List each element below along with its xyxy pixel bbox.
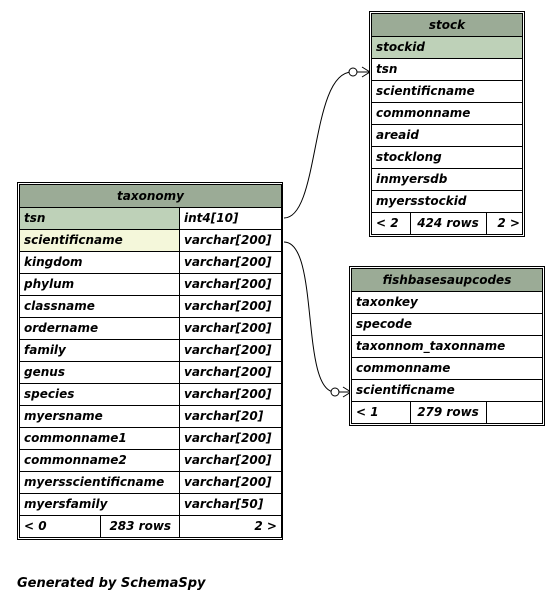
taxonomy-table[interactable] <box>17 182 283 540</box>
column-name[interactable]: tsn <box>20 208 180 230</box>
relationship-taxonomy-scientificname-to-fishbase <box>284 242 350 392</box>
column-type: varchar[200] <box>180 472 282 494</box>
column-name[interactable]: ordername <box>20 318 180 340</box>
column-type: varchar[200] <box>180 450 282 472</box>
table-row[interactable] <box>20 362 282 384</box>
table-row[interactable] <box>372 147 523 169</box>
footer-left-cell <box>20 516 180 538</box>
column-name[interactable]: phylum <box>20 274 180 296</box>
table-row[interactable] <box>20 472 282 494</box>
column-type: varchar[20] <box>180 406 282 428</box>
relationship-end-circle-fishbase <box>331 388 339 396</box>
row-count: 424 rows <box>410 213 486 234</box>
table-row[interactable] <box>20 230 282 252</box>
column-name[interactable]: areaid <box>372 125 523 147</box>
column-name[interactable]: commonname <box>372 103 523 125</box>
column-name[interactable]: tsn <box>372 59 523 81</box>
table-row[interactable] <box>352 358 543 380</box>
column-name[interactable]: taxonkey <box>352 292 543 314</box>
column-name[interactable]: family <box>20 340 180 362</box>
table-footer-row <box>352 402 543 424</box>
column-name[interactable]: commonname2 <box>20 450 180 472</box>
column-name[interactable]: kingdom <box>20 252 180 274</box>
relationship-taxonomy-tsn-to-stock-tsn <box>284 72 372 218</box>
parents-link[interactable]: < 0 <box>20 516 100 537</box>
column-type: int4[10] <box>180 208 282 230</box>
footer-cell <box>352 402 543 424</box>
table-row[interactable] <box>20 340 282 362</box>
column-type: varchar[200] <box>180 384 282 406</box>
table-row[interactable] <box>20 296 282 318</box>
table-row[interactable] <box>352 314 543 336</box>
column-type: varchar[200] <box>180 252 282 274</box>
column-type: varchar[200] <box>180 318 282 340</box>
table-row[interactable] <box>352 292 543 314</box>
footer-cell <box>372 213 523 235</box>
fishbasesaupcodes-title[interactable]: fishbasesaupcodes <box>352 269 543 292</box>
table-row[interactable] <box>372 37 523 59</box>
table-footer-row <box>372 213 523 235</box>
table-row[interactable] <box>372 103 523 125</box>
column-name[interactable]: scientificname <box>372 81 523 103</box>
children-link[interactable] <box>486 402 543 423</box>
table-row[interactable] <box>372 81 523 103</box>
fishbasesaupcodes-table[interactable] <box>349 266 545 426</box>
table-row[interactable] <box>352 380 543 402</box>
table-row[interactable] <box>20 208 282 230</box>
table-footer-row <box>20 516 282 538</box>
relationship-end-circle-stock <box>349 68 357 76</box>
table-row[interactable] <box>372 125 523 147</box>
column-type: varchar[200] <box>180 274 282 296</box>
column-name[interactable]: classname <box>20 296 180 318</box>
column-name[interactable]: stocklong <box>372 147 523 169</box>
table-row[interactable] <box>372 191 523 213</box>
column-name[interactable]: myersname <box>20 406 180 428</box>
column-type: varchar[200] <box>180 362 282 384</box>
table-row[interactable] <box>20 450 282 472</box>
column-type: varchar[200] <box>180 428 282 450</box>
table-row[interactable] <box>20 494 282 516</box>
column-name[interactable]: commonname1 <box>20 428 180 450</box>
column-name[interactable]: myersfamily <box>20 494 180 516</box>
column-name[interactable]: commonname <box>352 358 543 380</box>
stock-title[interactable]: stock <box>372 14 523 37</box>
stock-table[interactable] <box>369 11 525 237</box>
taxonomy-title[interactable]: taxonomy <box>20 185 282 208</box>
column-name[interactable]: scientificname <box>20 230 180 252</box>
table-row[interactable] <box>20 428 282 450</box>
column-type: varchar[200] <box>180 296 282 318</box>
table-row[interactable] <box>20 406 282 428</box>
table-row[interactable] <box>372 169 523 191</box>
table-row[interactable] <box>20 384 282 406</box>
table-row[interactable] <box>20 274 282 296</box>
column-name[interactable]: specode <box>352 314 543 336</box>
column-name[interactable]: myersscientificname <box>20 472 180 494</box>
column-name[interactable]: myersstockid <box>372 191 523 213</box>
column-name[interactable]: stockid <box>372 37 523 59</box>
row-count: 283 rows <box>109 519 172 533</box>
table-row[interactable] <box>20 252 282 274</box>
column-type: varchar[50] <box>180 494 282 516</box>
column-type: varchar[200] <box>180 340 282 362</box>
column-name[interactable]: taxonnom_taxonname <box>352 336 543 358</box>
table-row[interactable] <box>20 318 282 340</box>
table-row[interactable] <box>352 336 543 358</box>
parents-link[interactable]: < 1 <box>352 402 410 423</box>
column-name[interactable]: scientificname <box>352 380 543 402</box>
column-name[interactable]: genus <box>20 362 180 384</box>
table-row[interactable] <box>372 59 523 81</box>
column-name[interactable]: inmyersdb <box>372 169 523 191</box>
column-name[interactable]: species <box>20 384 180 406</box>
row-count: 279 rows <box>410 402 486 423</box>
column-type: varchar[200] <box>180 230 282 252</box>
parents-link[interactable]: < 2 <box>372 213 410 234</box>
children-link[interactable]: 2 > <box>180 516 282 538</box>
children-link[interactable]: 2 > <box>497 216 520 230</box>
generated-by-caption: Generated by SchemaSpy <box>17 576 206 591</box>
